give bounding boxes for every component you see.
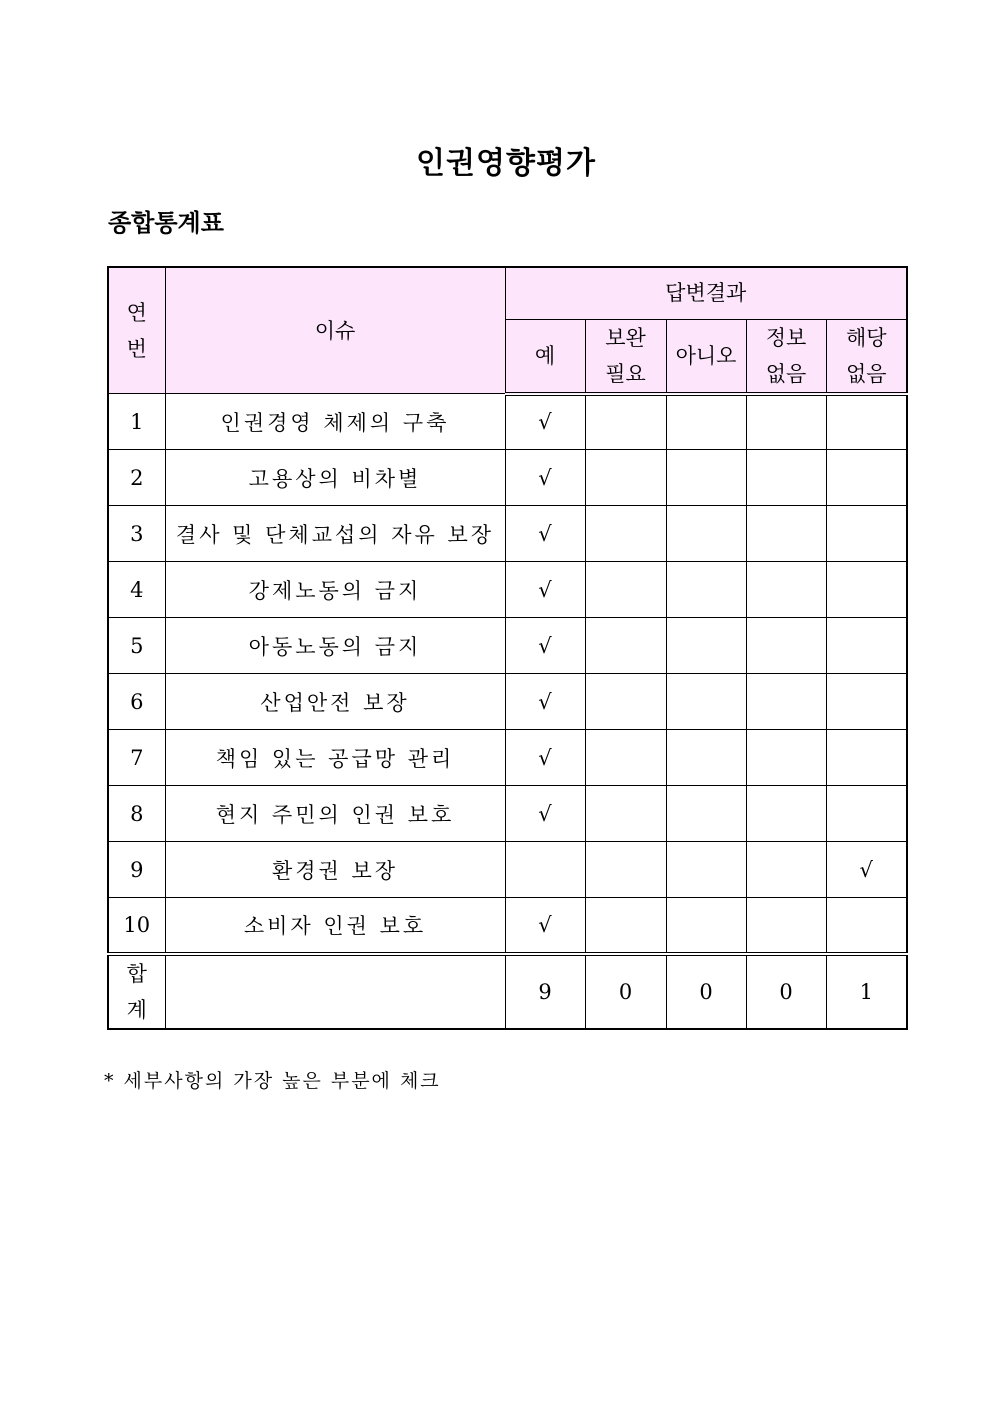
header-not-applicable: 해당 없음 <box>826 319 907 394</box>
cell-yes: √ <box>505 730 585 786</box>
table-row <box>108 394 907 450</box>
header-result-group: 답변결과 <box>505 267 907 319</box>
cell-no-answer <box>666 842 746 898</box>
section-title: 종합통계표 <box>108 208 224 237</box>
cell-no-info <box>746 562 826 618</box>
cell-no-answer <box>666 674 746 730</box>
header-issue: 이슈 <box>165 267 505 394</box>
cell-needs-improvement <box>585 506 666 562</box>
cell-not-applicable <box>826 562 907 618</box>
cell-needs-improvement <box>585 618 666 674</box>
cell-yes: √ <box>505 618 585 674</box>
row-issue: 결사 및 단체교섭의 자유 보장 <box>165 506 505 562</box>
header-no-info: 정보 없음 <box>746 319 826 394</box>
row-issue: 강제노동의 금지 <box>165 562 505 618</box>
cell-no-info <box>746 450 826 506</box>
cell-no-info <box>746 674 826 730</box>
table-row <box>108 898 907 954</box>
row-number: 10 <box>108 898 165 954</box>
total-not-applicable: 1 <box>826 954 907 1029</box>
cell-yes: √ <box>505 450 585 506</box>
row-number: 6 <box>108 674 165 730</box>
summary-table <box>107 266 908 1030</box>
row-issue: 산업안전 보장 <box>165 674 505 730</box>
footnote: * 세부사항의 가장 높은 부분에 체크 <box>104 1070 441 1092</box>
table-row <box>108 674 907 730</box>
total-label: 합 계 <box>108 954 165 1029</box>
cell-needs-improvement <box>585 450 666 506</box>
total-needs-improvement: 0 <box>585 954 666 1029</box>
cell-no-info <box>746 618 826 674</box>
row-issue: 고용상의 비차별 <box>165 450 505 506</box>
cell-yes: √ <box>505 394 585 450</box>
cell-not-applicable <box>826 674 907 730</box>
cell-no-answer <box>666 786 746 842</box>
total-yes: 9 <box>505 954 585 1029</box>
cell-no-answer <box>666 898 746 954</box>
table-row <box>108 842 907 898</box>
cell-needs-improvement <box>585 898 666 954</box>
cell-no-info <box>746 786 826 842</box>
cell-needs-improvement <box>585 562 666 618</box>
cell-needs-improvement <box>585 786 666 842</box>
cell-no-info <box>746 898 826 954</box>
cell-not-applicable <box>826 450 907 506</box>
total-row <box>108 954 907 1029</box>
cell-no-info <box>746 394 826 450</box>
table-row <box>108 562 907 618</box>
cell-no-answer <box>666 394 746 450</box>
cell-yes: √ <box>505 674 585 730</box>
cell-no-answer <box>666 618 746 674</box>
row-number: 4 <box>108 562 165 618</box>
table-body <box>108 394 907 1029</box>
cell-not-applicable <box>826 730 907 786</box>
row-issue: 환경권 보장 <box>165 842 505 898</box>
cell-needs-improvement <box>585 674 666 730</box>
row-issue: 아동노동의 금지 <box>165 618 505 674</box>
row-number: 5 <box>108 618 165 674</box>
table-row <box>108 730 907 786</box>
cell-needs-improvement <box>585 394 666 450</box>
row-issue: 소비자 인권 보호 <box>165 898 505 954</box>
cell-no-info <box>746 730 826 786</box>
cell-no-answer <box>666 730 746 786</box>
table-row <box>108 786 907 842</box>
header-yes: 예 <box>505 319 585 394</box>
cell-not-applicable <box>826 506 907 562</box>
cell-no-answer <box>666 562 746 618</box>
row-number: 1 <box>108 394 165 450</box>
total-no-info: 0 <box>746 954 826 1029</box>
cell-no-answer <box>666 506 746 562</box>
cell-yes: √ <box>505 898 585 954</box>
cell-no-answer <box>666 450 746 506</box>
cell-not-applicable <box>826 898 907 954</box>
cell-needs-improvement <box>585 730 666 786</box>
cell-yes: √ <box>505 506 585 562</box>
row-issue: 인권경영 체제의 구축 <box>165 394 505 450</box>
table-row <box>108 618 907 674</box>
cell-not-applicable <box>826 618 907 674</box>
total-issue <box>165 954 505 1029</box>
cell-not-applicable: √ <box>826 842 907 898</box>
table-row <box>108 506 907 562</box>
row-number: 8 <box>108 786 165 842</box>
header-no-answer: 아니오 <box>666 319 746 394</box>
row-number: 2 <box>108 450 165 506</box>
cell-no-info <box>746 506 826 562</box>
cell-yes: √ <box>505 562 585 618</box>
page-title: 인권영향평가 <box>416 146 596 181</box>
cell-not-applicable <box>826 786 907 842</box>
header-needs-improvement: 보완 필요 <box>585 319 666 394</box>
row-number: 7 <box>108 730 165 786</box>
row-issue: 현지 주민의 인권 보호 <box>165 786 505 842</box>
row-number: 3 <box>108 506 165 562</box>
header-no: 연 번 <box>108 267 165 394</box>
cell-not-applicable <box>826 394 907 450</box>
cell-no-info <box>746 842 826 898</box>
cell-yes <box>505 842 585 898</box>
row-issue: 책임 있는 공급망 관리 <box>165 730 505 786</box>
table-row <box>108 450 907 506</box>
cell-yes: √ <box>505 786 585 842</box>
total-no-answer: 0 <box>666 954 746 1029</box>
cell-needs-improvement <box>585 842 666 898</box>
row-number: 9 <box>108 842 165 898</box>
